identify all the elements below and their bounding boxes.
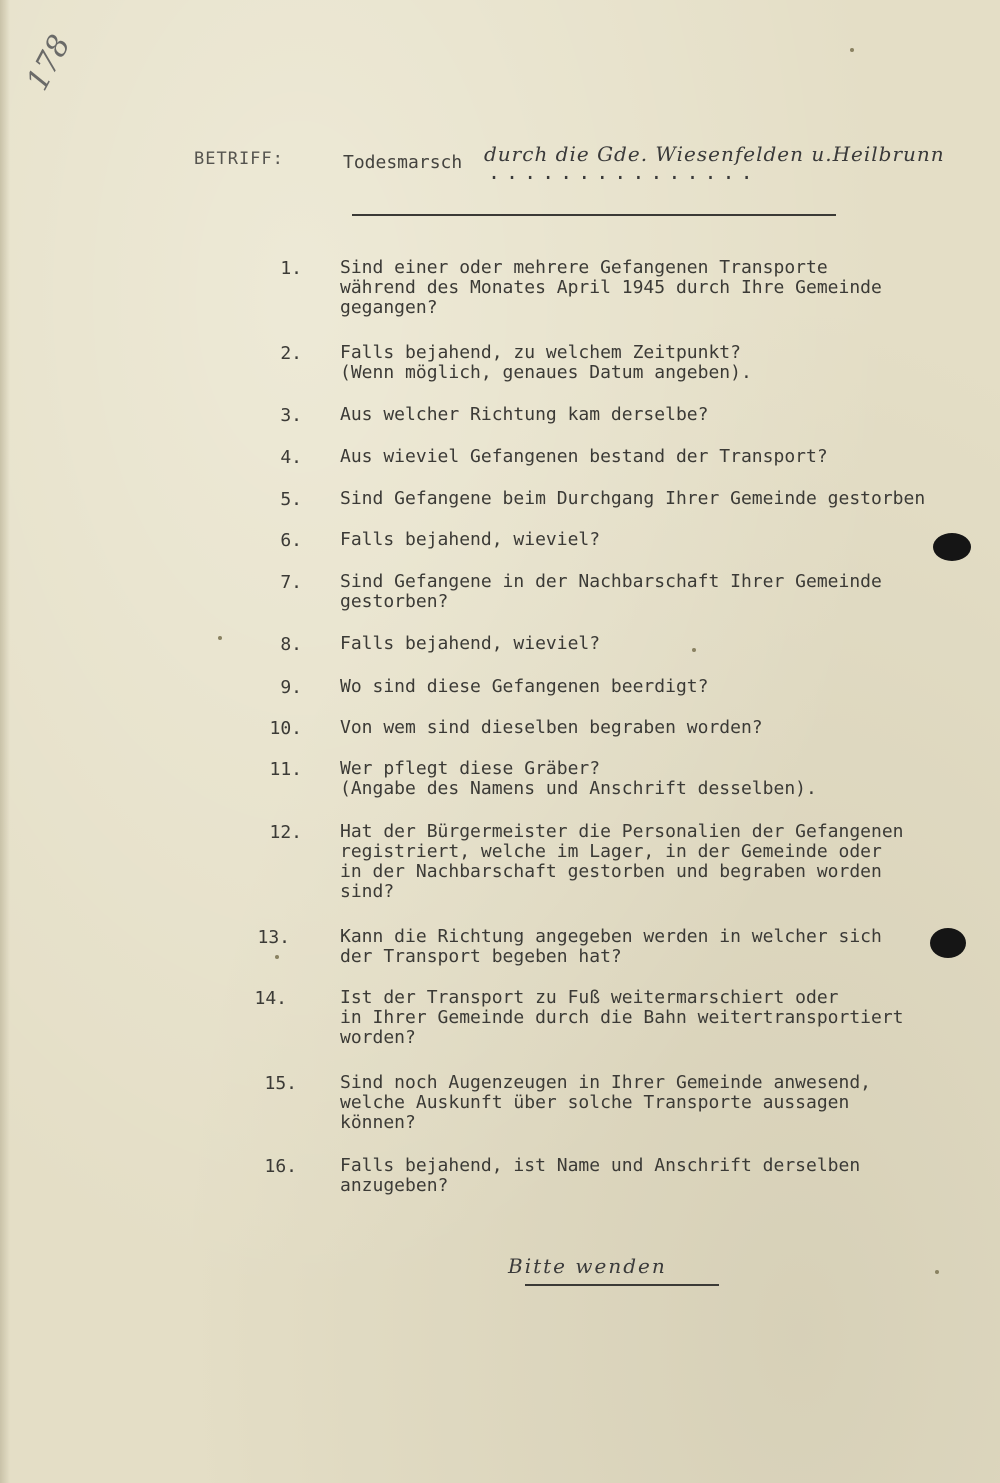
question-number: 11. [269, 759, 302, 780]
question-text: Ist der Transport zu Fuß weitermarschiert oder in Ihrer Gemeinde durch die Bahn weitertransportiert worden? [340, 987, 904, 1048]
please-turn-over-note: Bitte wenden [508, 1254, 667, 1278]
question-number: 12. [269, 822, 302, 843]
ink-blot [933, 533, 971, 561]
question-text: Falls bejahend, ist Name und Anschrift derselben anzugeben? [340, 1155, 861, 1196]
subject-typed: Todesmarsch [343, 152, 463, 173]
question-text: Falls bejahend, wieviel? [340, 633, 601, 654]
question-number: 8. [280, 634, 302, 655]
question-text: Wo sind diese Gefangenen beerdigt? [340, 676, 709, 697]
archive-number: 178 [20, 29, 78, 97]
page-edge-shadow [0, 0, 10, 1483]
question-number: 5. [280, 489, 302, 510]
question-number: 15. [264, 1073, 297, 1094]
question-number: 10. [269, 718, 302, 739]
question-number: 6. [280, 530, 302, 551]
question-number: 16. [264, 1156, 297, 1177]
question-number: 9. [280, 677, 302, 698]
question-text: Wer pflegt diese Gräber? (Angabe des Namens und Anschrift desselben). [340, 758, 817, 799]
question-text: Sind Gefangene beim Durchgang Ihrer Gemeinde gestorben [340, 488, 926, 509]
question-text: Aus wieviel Gefangenen bestand der Transport? [340, 446, 828, 467]
question-number: 4. [280, 447, 302, 468]
question-text: Sind einer oder mehrere Gefangenen Transporte während des Monates April 1945 durch Ihre Gemeinde gegangen? [340, 257, 882, 318]
footer-underline [525, 1284, 719, 1286]
question-text: Falls bejahend, zu welchem Zeitpunkt? (Wenn möglich, genaues Datum angeben). [340, 342, 752, 383]
subject-handwritten: durch die Gde. Wiesenfelden u.Heilbrunn [484, 142, 945, 166]
question-text: Von wem sind dieselben begraben worden? [340, 717, 763, 738]
question-number: 7. [280, 572, 302, 593]
ink-blot [930, 928, 966, 958]
question-text: Falls bejahend, wieviel? [340, 529, 601, 550]
paper-speck [275, 955, 279, 959]
question-text: Kann die Richtung angegeben werden in welcher sich der Transport begeben hat? [340, 926, 882, 967]
header-rule [352, 214, 836, 216]
question-number: 13. [257, 927, 290, 948]
question-text: Sind noch Augenzeugen in Ihrer Gemeinde anwesend, welche Auskunft über solche Transporte aussagen können? [340, 1072, 872, 1133]
paper-speck [935, 1270, 939, 1274]
paper-speck [218, 636, 222, 640]
question-number: 1. [280, 258, 302, 279]
question-text: Aus welcher Richtung kam derselbe? [340, 404, 709, 425]
paper-speck [692, 648, 696, 652]
question-number: 3. [280, 405, 302, 426]
betreff-label: BETRIFF: [194, 149, 284, 169]
paper-speck [850, 48, 854, 52]
subject-dotted-line: ............... [488, 160, 759, 184]
question-text: Sind Gefangene in der Nachbarschaft Ihrer Gemeinde gestorben? [340, 571, 882, 612]
question-number: 14. [254, 988, 287, 1009]
question-number: 2. [280, 343, 302, 364]
question-text: Hat der Bürgermeister die Personalien der Gefangenen registriert, welche im Lager, in der Gemeinde oder in der Nachbarschaft gestorben und begraben worden sind? [340, 821, 904, 902]
